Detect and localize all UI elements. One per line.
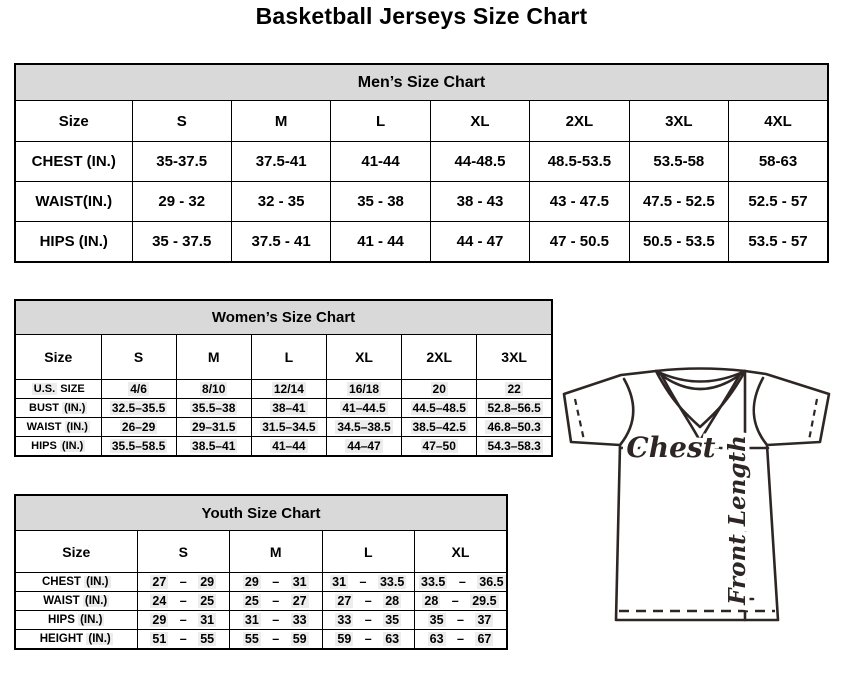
- column-header: M: [230, 531, 323, 573]
- table-cell: [137, 573, 230, 592]
- cell-token: WAIST: [43, 595, 80, 607]
- cell-token: 63: [385, 632, 400, 646]
- table-row: [15, 418, 552, 437]
- cell-token: 44.5–48.5: [412, 401, 466, 415]
- cell-token: 37: [477, 613, 492, 627]
- table-title: Men’s Size Chart: [15, 64, 828, 101]
- column-header: L: [322, 531, 415, 573]
- cell-token: 24: [152, 594, 167, 608]
- table-cell: [176, 399, 251, 418]
- cell-token: HIPS: [31, 440, 57, 452]
- cell-token: 26–29: [121, 420, 156, 434]
- table-cell: [402, 380, 477, 399]
- cell-token: 35: [429, 613, 444, 627]
- cell-token: (IN.): [66, 421, 88, 433]
- table-cell: 41 - 44: [331, 222, 430, 263]
- cell-token: 29: [244, 575, 259, 589]
- cell-token: 44–47: [347, 439, 381, 453]
- cell-token: 35: [385, 613, 400, 627]
- table-row: [15, 399, 552, 418]
- cell-token: (IN.): [64, 402, 86, 414]
- table-cell: 29 - 32: [132, 182, 231, 222]
- table-cell: [322, 611, 415, 630]
- table-cell: 41-44: [331, 142, 430, 182]
- cell-token: 31: [332, 575, 347, 589]
- table-cell: [402, 399, 477, 418]
- column-header: S: [101, 335, 176, 380]
- table-cell: [137, 611, 230, 630]
- jersey-diagram: [550, 360, 843, 630]
- table-cell: [402, 418, 477, 437]
- table-row: [15, 142, 828, 182]
- table-cell: [176, 380, 251, 399]
- womens-size-table: [14, 299, 553, 457]
- table-cell: [101, 380, 176, 399]
- table-cell: [415, 630, 508, 650]
- row-label: [15, 630, 137, 650]
- cell-token: 27: [292, 594, 307, 608]
- cell-token: 59: [337, 632, 352, 646]
- table-cell: [402, 437, 477, 457]
- mens-size-table: [14, 63, 829, 263]
- cell-token: 33.5: [379, 575, 405, 589]
- table-cell: [477, 437, 552, 457]
- table-cell: 32 - 35: [231, 182, 330, 222]
- table-cell: [477, 418, 552, 437]
- cell-token: 46.8–50.3: [487, 420, 541, 434]
- table-cell: 37.5 - 41: [231, 222, 330, 263]
- cell-token: –: [457, 613, 464, 627]
- cell-token: 29.5: [472, 594, 497, 608]
- table-header-row: [15, 531, 507, 573]
- table-cell: 53.5 - 57: [729, 222, 828, 263]
- table-cell: [176, 418, 251, 437]
- table-cell: [326, 380, 401, 399]
- cell-token: 29: [152, 613, 167, 627]
- cell-token: 25: [200, 594, 215, 608]
- table-cell: [415, 573, 508, 592]
- column-header: 2XL: [402, 335, 477, 380]
- cell-token: WAIST: [26, 421, 62, 433]
- table-cell: [326, 399, 401, 418]
- page-title: Basketball Jerseys Size Chart: [255, 3, 588, 29]
- cell-token: 31.5–34.5: [262, 420, 316, 434]
- cell-token: 34.5–38.5: [337, 420, 391, 434]
- column-header: M: [176, 335, 251, 380]
- cell-token: 29: [200, 575, 215, 589]
- table-cell: 43 - 47.5: [530, 182, 629, 222]
- cell-token: 41–44.5: [342, 401, 386, 415]
- cell-token: 38.5–42.5: [412, 420, 466, 434]
- cell-token: 35.5–58.5: [111, 439, 166, 453]
- row-label: [15, 418, 101, 437]
- table-title: Women’s Size Chart: [15, 300, 552, 335]
- table-cell: [322, 592, 415, 611]
- table-cell: [230, 592, 323, 611]
- jersey-outline: [564, 369, 829, 621]
- table-cell: [251, 399, 326, 418]
- cell-token: SIZE: [60, 383, 85, 395]
- cell-token: 55: [200, 632, 215, 646]
- cell-token: (IN.): [86, 576, 109, 588]
- table-cell: [326, 437, 401, 457]
- table-cell: [101, 399, 176, 418]
- cell-token: 67: [477, 632, 492, 646]
- table-cell: [176, 437, 251, 457]
- cell-token: –: [272, 575, 280, 589]
- cell-token: 31: [292, 575, 307, 589]
- cell-token: –: [359, 575, 367, 589]
- table-cell: [415, 592, 508, 611]
- cell-token: 28: [424, 594, 439, 608]
- column-header: XL: [415, 531, 508, 573]
- table-title-row: [15, 495, 507, 531]
- cell-token: –: [364, 594, 372, 608]
- table-cell: [137, 592, 230, 611]
- cell-token: 27: [152, 575, 167, 589]
- cell-token: HEIGHT: [39, 633, 84, 645]
- cell-token: 16/18: [349, 382, 380, 396]
- cell-token: 4/6: [130, 382, 147, 396]
- column-header: 3XL: [477, 335, 552, 380]
- table-cell: 53.5-58: [629, 142, 728, 182]
- table-cell: 37.5-41: [231, 142, 330, 182]
- table-row: [15, 592, 507, 611]
- cell-token: 8/10: [202, 382, 226, 396]
- table-cell: 35-37.5: [132, 142, 231, 182]
- column-header: S: [132, 101, 231, 142]
- column-header: L: [331, 101, 430, 142]
- row-label: CHEST (IN.): [15, 142, 132, 182]
- table-cell: [101, 437, 176, 457]
- table-cell: [230, 611, 323, 630]
- row-label: [15, 592, 137, 611]
- table-cell: [322, 630, 415, 650]
- cell-token: (IN.): [61, 440, 84, 452]
- table-row: [15, 573, 507, 592]
- column-header: XL: [326, 335, 401, 380]
- table-row: [15, 182, 828, 222]
- cell-token: –: [364, 613, 372, 627]
- right-sleeve-dashed-line: [809, 399, 817, 440]
- row-label: HIPS (IN.): [15, 222, 132, 263]
- table-title-row: [15, 64, 828, 101]
- cell-token: (IN.): [88, 633, 111, 645]
- column-header: M: [231, 101, 330, 142]
- cell-token: 55: [244, 632, 259, 646]
- table-cell: [415, 611, 508, 630]
- cell-token: 33.5: [421, 575, 446, 589]
- table-cell: [101, 418, 176, 437]
- column-header: 2XL: [530, 101, 629, 142]
- cell-token: 47–50: [422, 439, 456, 453]
- cell-token: 38–41: [272, 401, 306, 415]
- table-header-row: [15, 335, 552, 380]
- cell-token: 52.8–56.5: [487, 401, 541, 415]
- column-header: 3XL: [629, 101, 728, 142]
- table-cell: 52.5 - 57: [729, 182, 828, 222]
- table-cell: 35 - 37.5: [132, 222, 231, 263]
- table-cell: 44-48.5: [430, 142, 529, 182]
- cell-token: –: [272, 594, 280, 608]
- table-cell: [322, 573, 415, 592]
- cell-token: –: [179, 594, 187, 608]
- table-cell: 35 - 38: [331, 182, 430, 222]
- cell-token: U.S.: [33, 383, 56, 395]
- cell-token: –: [179, 613, 187, 627]
- cell-token: 36.5: [479, 575, 504, 589]
- table-header-row: [15, 101, 828, 142]
- row-label: WAIST(IN.): [15, 182, 132, 222]
- cell-token: 35.5–38: [192, 401, 236, 415]
- cell-token: 59: [292, 632, 307, 646]
- table-cell: 58-63: [729, 142, 828, 182]
- table-row: [15, 630, 507, 650]
- table-cell: 48.5-53.5: [530, 142, 629, 182]
- chest-label: Chest: [626, 431, 716, 464]
- table-row: [15, 222, 828, 263]
- table-title: Youth Size Chart: [15, 495, 507, 531]
- table-cell: [230, 630, 323, 650]
- cell-token: 63: [429, 632, 444, 646]
- cell-token: 12/14: [273, 382, 304, 396]
- cell-token: 51: [152, 632, 167, 646]
- cell-token: 22: [507, 382, 521, 396]
- table-cell: [251, 380, 326, 399]
- cell-token: 32.5–35.5: [111, 401, 166, 415]
- cell-token: –: [272, 613, 280, 627]
- table-cell: [477, 380, 552, 399]
- cell-token: CHEST: [41, 576, 81, 588]
- row-label: [15, 437, 101, 457]
- cell-token: 25: [244, 594, 259, 608]
- column-header: Size: [15, 101, 132, 142]
- table-title-row: [15, 300, 552, 335]
- table-cell: [251, 418, 326, 437]
- table-cell: 47.5 - 52.5: [629, 182, 728, 222]
- cell-token: BUST: [29, 402, 59, 414]
- cell-token: 33: [292, 613, 307, 627]
- table-cell: 44 - 47: [430, 222, 529, 263]
- table-cell: [477, 399, 552, 418]
- column-header: Size: [15, 531, 137, 573]
- row-label: [15, 399, 101, 418]
- cell-token: –: [458, 575, 466, 589]
- cell-token: 31: [244, 613, 259, 627]
- cell-token: –: [272, 632, 280, 646]
- column-header: Size: [15, 335, 101, 380]
- cell-token: (IN.): [84, 595, 108, 607]
- cell-token: –: [457, 632, 464, 646]
- left-sleeve-dashed-line: [575, 399, 584, 440]
- youth-size-table: [14, 494, 508, 650]
- table-cell: [230, 573, 323, 592]
- row-label: [15, 380, 101, 399]
- cell-token: 20: [432, 382, 446, 396]
- table-row: [15, 380, 552, 399]
- cell-token: 33: [337, 613, 352, 627]
- cell-token: –: [451, 594, 459, 608]
- row-label: [15, 573, 137, 592]
- cell-token: 27: [337, 594, 352, 608]
- cell-token: 41–44: [272, 439, 306, 453]
- row-label: [15, 611, 137, 630]
- table-cell: [137, 630, 230, 650]
- table-cell: [326, 418, 401, 437]
- table-cell: 47 - 50.5: [530, 222, 629, 263]
- cell-token: –: [179, 575, 187, 589]
- cell-token: HIPS: [48, 614, 75, 626]
- column-header: 4XL: [729, 101, 828, 142]
- table-cell: 38 - 43: [430, 182, 529, 222]
- cell-token: –: [364, 632, 372, 646]
- table-row: [15, 437, 552, 457]
- column-header: S: [137, 531, 230, 573]
- column-header: XL: [430, 101, 529, 142]
- cell-token: 31: [200, 613, 215, 627]
- cell-token: (IN.): [80, 614, 103, 626]
- table-cell: [251, 437, 326, 457]
- table-cell: 50.5 - 53.5: [629, 222, 728, 263]
- front-length-label: Front Length: [724, 435, 751, 605]
- table-row: [15, 611, 507, 630]
- cell-token: 54.3–58.3: [487, 439, 541, 453]
- right-sleeve-seam: [754, 378, 767, 445]
- cell-token: 29–31.5: [192, 420, 236, 434]
- cell-token: 38.5–41: [192, 439, 236, 453]
- column-header: L: [251, 335, 326, 380]
- cell-token: 28: [385, 594, 400, 608]
- cell-token: –: [179, 632, 187, 646]
